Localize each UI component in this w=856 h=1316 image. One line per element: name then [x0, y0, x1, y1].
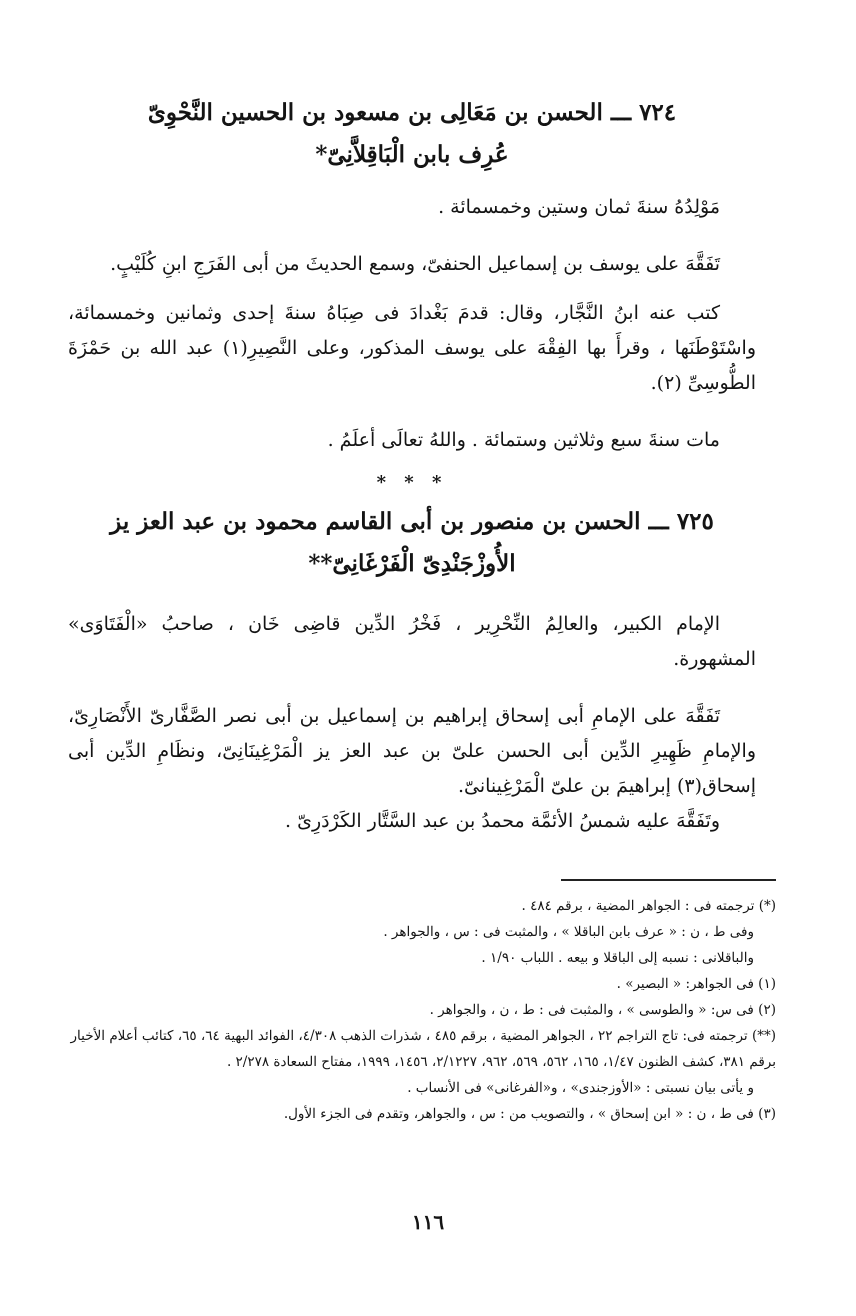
footnote: (٣) فى ط ، ن : « ابن إسحاق » ، والتصويب من : س ، والجواهر، وتقدم فى الجزء الأول.: [283, 1106, 776, 1122]
paragraph: تَفَقَّهَ على الإمامِ أبى إسحاق إبراهيم بن إسماعيل بن أبى نصر الصَّفَّارىّ الأَنْصَارِىّ، والإمامِ ظَهِيرِ الدِّين أبى الحسن علىّ بن عبد العز يز الْمَرْغِينَانِىّ، ونظَامِ الدِّين أبى إسحاق(٣) إبراهيمَ بن علىّ الْمَرْغِينانىّ.: [68, 705, 756, 797]
section-separator: * * *: [376, 472, 448, 493]
entry-heading-line2: عُرِف بابن الْبَاقِلاَّنِىّ*: [315, 141, 509, 168]
footnote: (٢) فى س: « والطوسى » ، والمثبت فى : ط ، ن ، والجواهر .: [429, 1002, 776, 1018]
page-number: ١١٦: [411, 1210, 445, 1234]
paragraph: مَوْلِدُهُ سنةَ ثمان وستين وخمسمائة .: [438, 196, 720, 218]
footnote: و يأتى بيان نسبتى : «الأوزجندى» ، و«الفرغانى» فى الأنساب .: [407, 1080, 754, 1096]
entry-heading-line2: الأُوزْجَنْدِىّ الْفَرْغَانِىّ**: [308, 550, 516, 577]
paragraph: مات سنةَ سبع وثلاثين وستمائة . واللهُ تعالَى أعلَمُ .: [327, 429, 720, 451]
footnote: (١) فى الجواهر: « البصير» .: [616, 976, 776, 992]
entry-heading-line1: ٧٢٤ ـــ الحسن بن مَعَالِى بن مسعود بن الحسين النَّحْوِىّ: [147, 99, 677, 126]
entry-724: [68, 92, 756, 458]
entry-heading-line1: ٧٢٥ ـــ الحسن بن منصور بن أبى القاسم محمود بن عبد العز يز: [110, 508, 714, 535]
footnote-rule: [561, 879, 776, 881]
footnotes: [58, 893, 776, 1127]
entry-725: [68, 501, 756, 839]
footnote: وفى ط ، ن : « عرف بابن الباقلا » ، والمثبت فى : س ، والجواهر .: [383, 924, 754, 940]
paragraph: كتب عنه ابنُ النَّجَّار، وقال: قدمَ بَغْدادَ فى صِبَاهُ سنةَ إحدى وثمانين وخمسمائة، واسْتَوْطَنَها ، وقرأَ بها الفِقْهَ على يوسف المذكور، وعلى النَّصِيرِ(١) عبد الله بن حَمْزَةَ الطُّوسِىِّ (٢).: [68, 302, 756, 394]
paragraph: وتَفَقَّهَ عليه شمسُ الأئمَّة محمدُ بن عبد السَّتَّار الكَرْدَرِىّ .: [285, 810, 720, 832]
paragraph: الإمام الكبير، والعالِمُ النِّحْرِير ، فَخْرُ الدِّين قاضِى خَان ، صاحبُ «الْفَتَاوَى» المشهورة.: [68, 613, 756, 670]
footnote: (*) ترجمته فى : الجواهر المضية ، برقم ٤٨٤ .: [521, 898, 776, 914]
paragraph: تَفَقَّهَ على يوسف بن إسماعيل الحنفىّ، وسمع الحديثَ من أبى الفَرَجِ ابنِ كُلَيْبٍ.: [110, 253, 720, 275]
footnote: والباقلانى : نسبه إلى الباقلا و بيعه . اللباب ١/٩٠ .: [481, 950, 754, 966]
footnote: (**) ترجمته فى: تاج التراجم ٢٢ ، الجواهر المضية ، برقم ٤٨٥ ، شذرات الذهب ٤/٣٠٨، الفوائد البهية ٦٤، ٦٥، كتائب أعلام الأخيار برقم ٣٨١، كشف الظنون ١/٤٧، ١٦٥، ٥٦٢، ٥٦٩، ٩٦٢، ٢/١٢٢٧، ١٤٥٦، ١٩٩٩، مفتاح السعادة ٢/٢٧٨ .: [70, 1028, 776, 1070]
